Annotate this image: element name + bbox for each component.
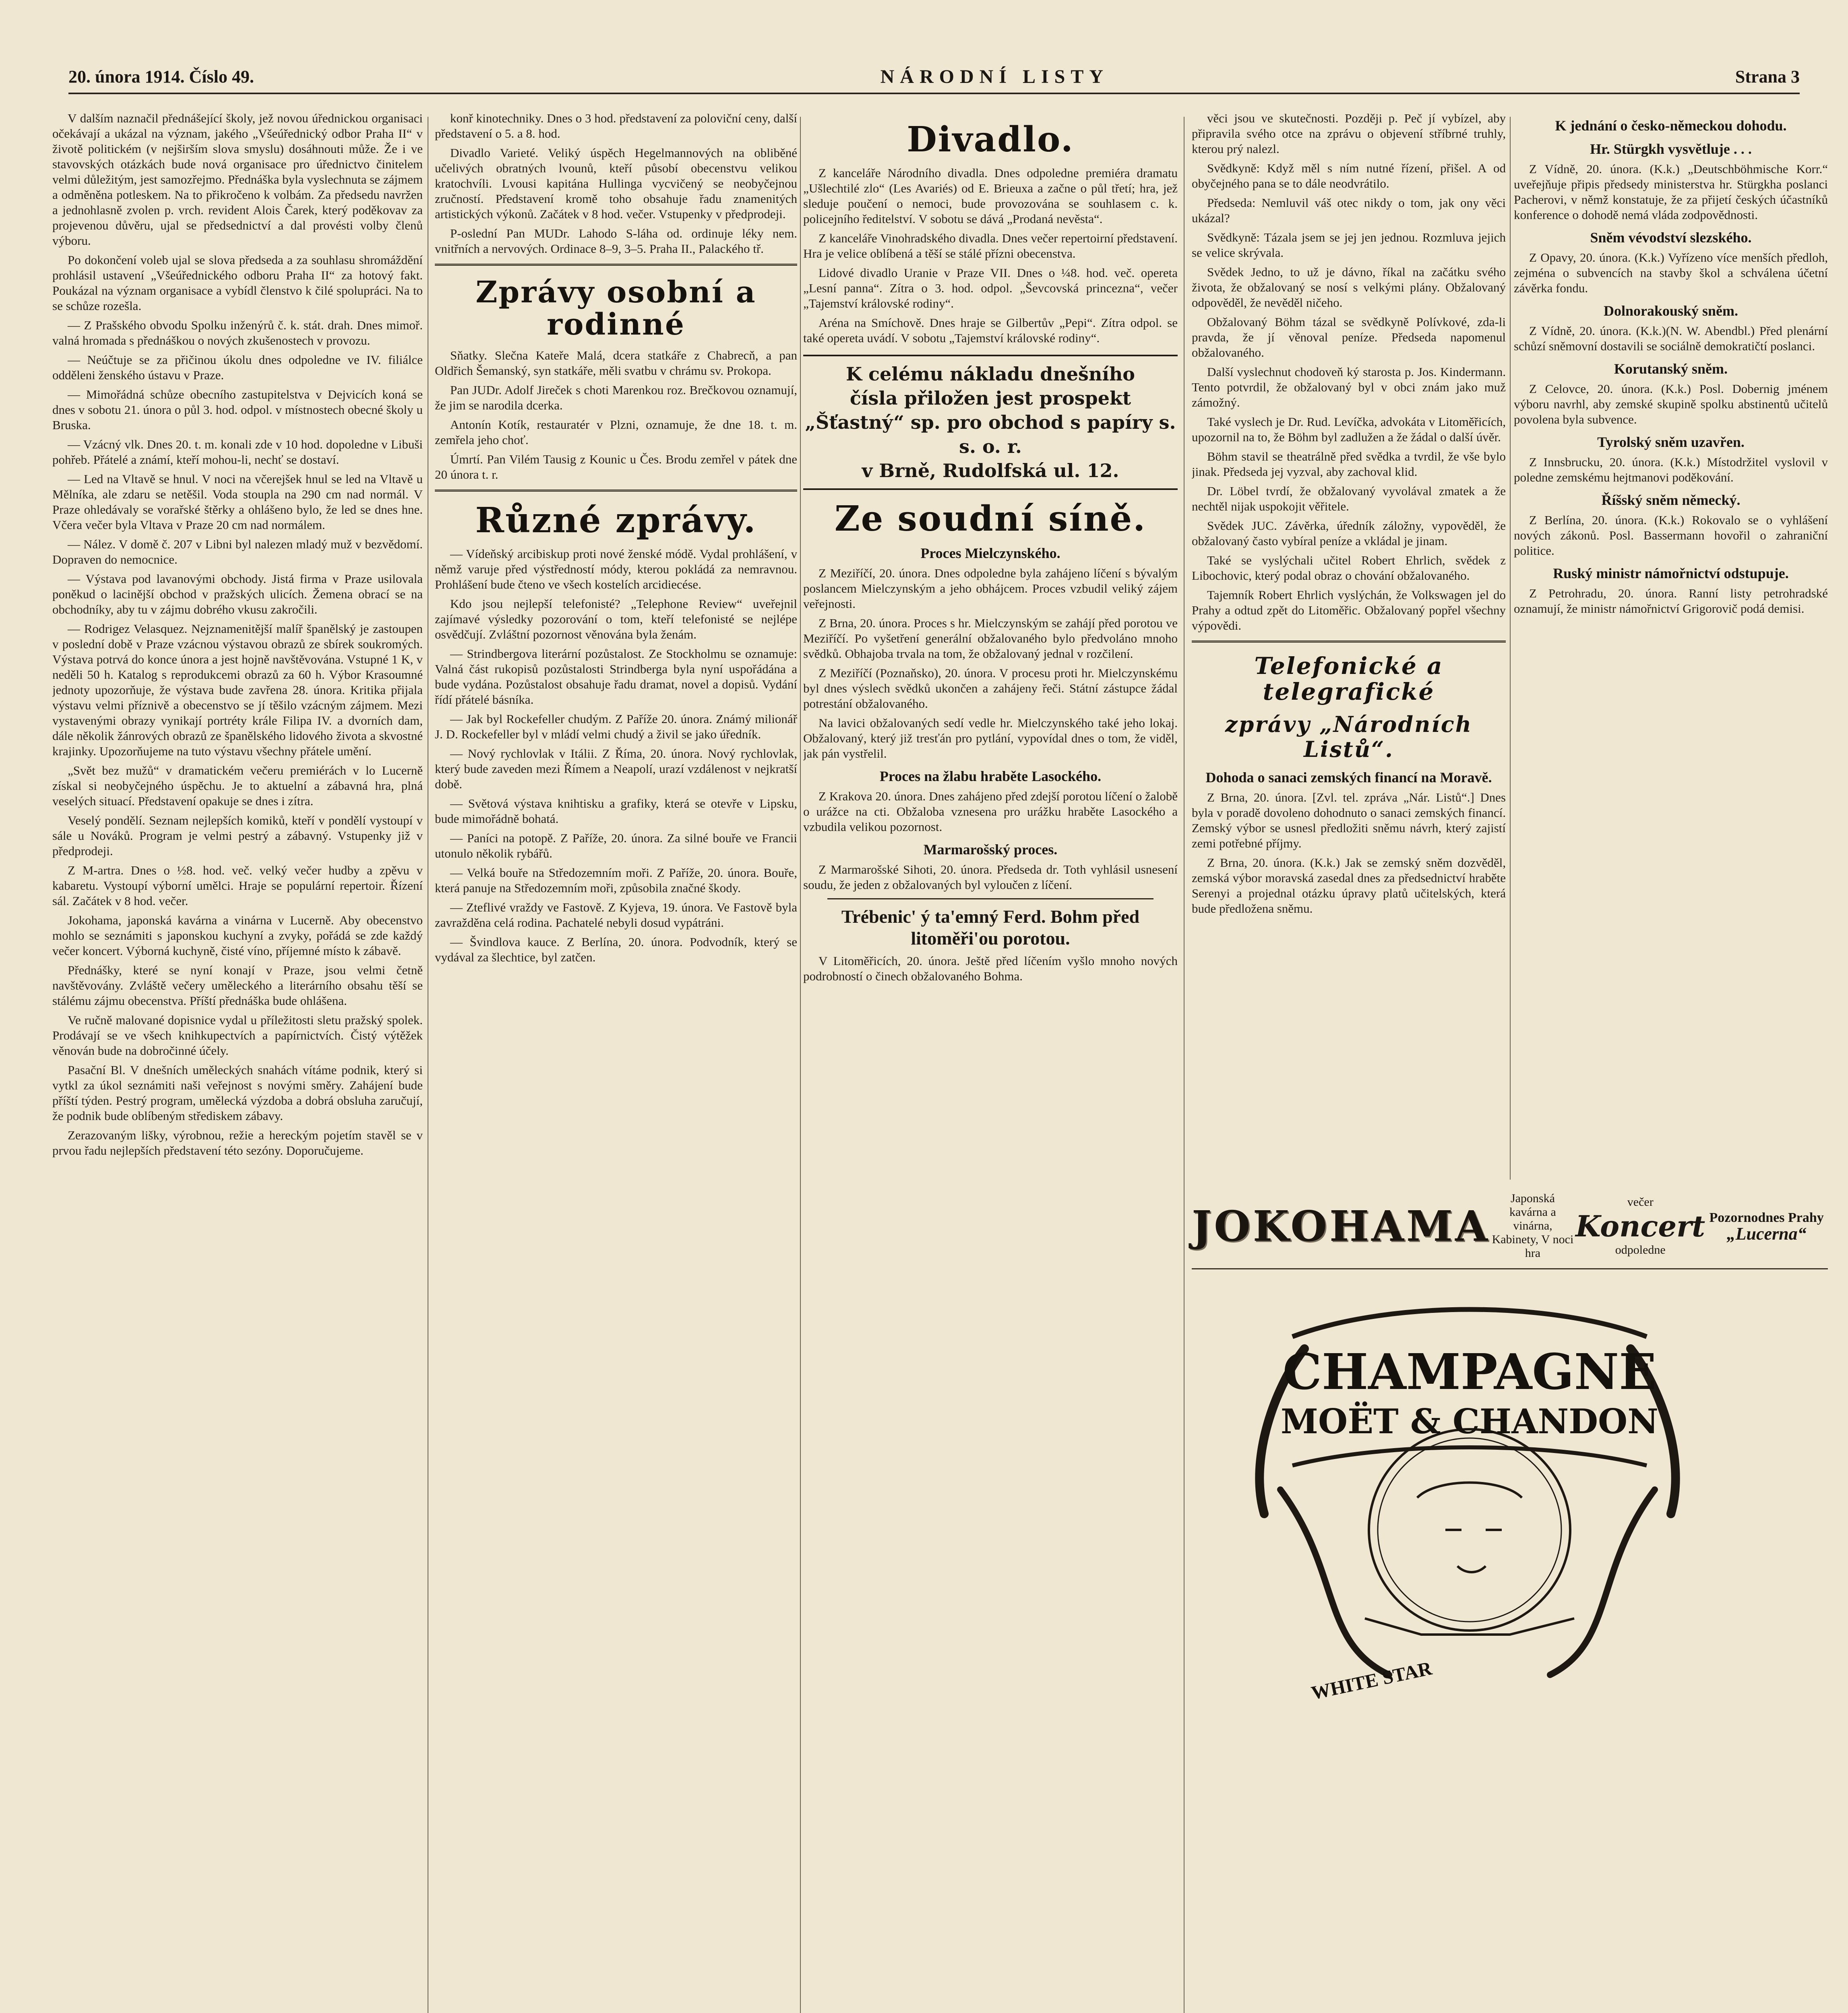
- article-paragraph: Lidové divadlo Uranie v Praze VII. Dnes o ¼8. hod. več. opereta „Lesní panna“. Zítra o 3. hod. odpol. „Ševcovská princezna“, večer „Tajemství královské rodiny“.: [803, 266, 1178, 310]
- article-paragraph: Z Brna, 20. února. Proces s hr. Mielczynským se zahájí před porotou ve Meziříčí. Po vyšetření generální obžalovaného bylo předvoláno mnoho svědků. Obhajoba trvala na tom, že obžalovaný jednal v rozčilení.: [803, 616, 1178, 661]
- section-rule: [435, 264, 797, 266]
- notice-line: v Brně, Rudolfská ul. 12.: [862, 460, 1119, 482]
- article-paragraph: Předseda: Nemluvil váš otec nikdy o tom, jak ony věci ukázal?: [1192, 196, 1506, 225]
- article-heading: Dohoda o sanaci zemských financí na Moravě.: [1205, 769, 1492, 785]
- article-paragraph: Z Meziříčí, 20. února. Dnes odpoledne byla zahájeno líčení s bývalým poslancem Mielczynským a jeho obhájcem. Proces vzbudil veliký zájem veřejnosti.: [803, 566, 1178, 611]
- column-5: [1514, 111, 1828, 1182]
- article-paragraph: Svědek Jedno, to už je dávno, říkal na začátku svého života, že obžalovaný se nosí s velkými plány. Obžalovaný odpověděl, že nevěděl ničeho.: [1192, 265, 1506, 310]
- article-paragraph: Po dokončení voleb ujal se slova předseda a za souhlasu shromáždění prohlásil ustavení „Všeúřednického odboru Praha II“ za hotový fakt. Poukázal na význam organisace a vybídl členstvo k čilé spolupráci. Na to se schůze rozešla.: [52, 253, 423, 313]
- article-paragraph: — Jak byl Rockefeller chudým. Z Paříže 20. února. Známý milionář J. D. Rockefeller byl v mládí velmi chudý a živil se jako úředník.: [435, 712, 797, 741]
- article-paragraph: Z Opavy, 20. února. (K.k.) Vyřízeno více menších předloh, zejména o subvencích na stavby škol a schválena účetní závěrka fondu.: [1514, 250, 1828, 295]
- notice-line: K celému nákladu dnešního: [846, 363, 1135, 385]
- jokohama-advertisement: [1192, 1184, 1828, 1269]
- article-paragraph: — Nový rychlovlak v Itálii. Z Říma, 20. února. Nový rychlovlak, který bude zaveden mezi Římem a Neapolí, urazí vzdálenost v nejkratší době.: [435, 746, 797, 791]
- article-heading: Sněm vévodství slezského.: [1590, 229, 1752, 246]
- article-paragraph: Antonín Kotík, restauratér v Plzni, oznamuje, že dne 18. t. m. zemřela jeho choť.: [435, 417, 797, 447]
- champagne-word: CHAMPAGNE: [1282, 1343, 1657, 1401]
- header-page-number: Strana 3: [1735, 66, 1800, 87]
- article-paragraph: Sňatky. Slečna Kateře Malá, dcera statkáře z Chabrecň, a pan Oldřich Šemanský, syn statkáře, měli svatbu v chrámu sv. Prokopa.: [435, 348, 797, 378]
- article-paragraph: — Výstava pod lavanovými obchody. Jistá firma v Praze usilovala poněkud o lacinější obchod v pražských ulicích. Žemena obrací se na obchodníky, aby tu v zájmu dobrého vkusu zakročili.: [52, 572, 423, 616]
- column-1: [52, 111, 423, 2013]
- article-paragraph: Na lavici obžalovaných sedí vedle hr. Mielczynského také jeho lokaj. Obžalovaný, který již tresťán pro pytlání, vypovídal dnes o tom, že viděl, jak pán vystřelil.: [803, 716, 1178, 761]
- article-paragraph: Aréna na Smíchově. Dnes hraje se Gilbertův „Pepi“. Zítra odpol. se také opereta uvádí. V sobotu „Tajemství královské rodiny“.: [803, 316, 1178, 345]
- jokohama-description: Japonská kavárna a vinárna, Kabinety, V noci hra: [1492, 1192, 1574, 1260]
- article-paragraph: Pasační Bl. V dnešních uměleckých snahách vítáme podnik, který si vytkl za úkol seznámiti naši veřejnost s novými směry. Zahájení bude příští týden. Pestrý program, umělecká výzdoba a dobrá obsluha zaručují, že podnik bude oblíbeným střediskem zábavy.: [52, 1063, 423, 1123]
- lucerna-block: [1705, 1210, 1828, 1242]
- article-paragraph: Z Meziříčí (Poznaňsko), 20. února. V procesu proti hr. Mielczynskému byl dnes výslech svědků ukončen a zahájeny řeči. Státní zástupce žádal potrestání obžalovaného.: [803, 666, 1178, 711]
- article-paragraph: Z kanceláře Národního divadla. Dnes odpoledne premiéra dramatu „Ušlechtilé zlo“ (Les Avariés) od E. Brieuxa a začne o půl třetí; hra, jež sleduje poučení o nemoci, bude provozována se souhlasem c. k. policejního ředitelství. V sobotu se dává „Prodaná nevěsta“.: [803, 166, 1178, 226]
- column-2: [435, 111, 797, 2013]
- lucerna-caption: Pozornodnes Prahy: [1709, 1210, 1824, 1225]
- koncert-block: [1575, 1195, 1705, 1257]
- article-paragraph: Z Brna, 20. února. (K.k.) Jak se zemský sněm dozvěděl, zemská výbor moravská zasedal dnes za předsednictví hraběte Serenyi a projednal otázku úpravy platů učitelských, která bude předložena sněmu.: [1192, 856, 1506, 916]
- column-rule: [800, 117, 801, 2013]
- column-rule: [1510, 117, 1511, 1180]
- article-paragraph: Z Vídně, 20. února. (K.k.) „Deutschböhmische Korr.“ uveřejňuje připis předsedy ministerstva hr. Stürgkha poslanci Pacherovi, v němž konstatuje, že za přijetí českých účastníků konference o dohodě nemá vláda zodpovědnosti.: [1514, 162, 1828, 222]
- article-paragraph: Z M-artra. Dnes o ½8. hod. več. velký večer hudby a zpěvu v kabaretu. Vystoupí výborní umělci. Hraje se populární repertoir. Řízení sál. Začátek v 8 hod. večer.: [52, 863, 423, 908]
- section-rule: [1192, 641, 1506, 643]
- supplement-notice: [803, 355, 1178, 490]
- article-paragraph: Obžalovaný Böhm tázal se svědkyně Polívkové, zda-li pravda, že jí věnoval peníze. Předseda napomenul obžalovaného.: [1192, 315, 1506, 360]
- advertisement-area: [1192, 1184, 1828, 2013]
- article-paragraph: Z Marmarošské Sihoti, 20. února. Předseda dr. Toth vyhlásil usnesení soudu, že jeden z obžalovaných byl vyloučen z líčení.: [803, 862, 1178, 892]
- article-paragraph: — Strindbergova literární pozůstalost. Ze Stockholmu se oznamuje: Valná část rukopisů pozůstalosti Strindberga byla nyní uspořádána a bude vydána. Pozůstalost obsahuje řadu dramat, novel a dopisů. Vydání řídí přátelé básníka.: [435, 647, 797, 707]
- article-paragraph: Veselý pondělí. Seznam nejlepších komiků, kteří v pondělí vystoupí v sále u Nováků. Program je velmi pestrý a zábavný. Vstupenky již v předprodeji.: [52, 813, 423, 858]
- article-paragraph: — Světová výstava knihtisku a grafiky, která se otevře v Lipsku, bude mimořádně bohatá.: [435, 796, 797, 826]
- article-paragraph: V dalším naznačil přednášející školy, jež novou úřednickou organisaci očekávají a ukázal na význam, jakého „Všeúřednický odbor Praha II“ v životě politickém (v nejširším slova smyslu) dosáhnouti může. Že i ve stavovských otázkách bude nová organisace pro úřednictvo činitelem velmi důležitým, jest samozřejmo. Přednáška byla vyslechnuta se zájmem a odměněna potleskem. Na to přikročeno k volbám. Za předsedu navržen a jednohlasně zvolen p. vrch. revident Alois Čarek, který poděkovav za projevenou důvěru, ujal se předsednictví a dal provésti volby členů výboru.: [52, 111, 423, 248]
- article-heading: Dolnorakouský sněm.: [1603, 303, 1738, 319]
- article-paragraph: Tajemník Robert Ehrlich vyslýchán, že Volkswagen jel do Prahy a odtud zpět do Litoměřic. Obžalovaný popřel všechny výpovědi.: [1192, 588, 1506, 632]
- article-paragraph: Pan JUDr. Adolf Jireček s choti Marenkou roz. Brečkovou oznamují, že jim se narodila dcerka.: [435, 383, 797, 412]
- article-paragraph: — Neúčtuje se za přičinou úkolu dnes odpoledne ve IV. filiálce odděleni ženského ústavu v Praze.: [52, 353, 423, 382]
- article-paragraph: Další vyslechnut chodoveň ký starosta p. Jos. Kindermann. Tento potvrdil, že obžalovaný byl v obci znám jako muž zámožný.: [1192, 365, 1506, 409]
- article-heading: Trébenic' ý ta'emný Ferd. Bohm před litoměři'ou porotou.: [841, 906, 1140, 949]
- white-star-label: WHITE STAR: [1309, 1658, 1434, 1699]
- jokohama-logo: JOKOHAMA: [1192, 1201, 1490, 1251]
- koncert-time: večer: [1627, 1195, 1654, 1209]
- article-paragraph: Ve ručně malované dopisnice vydal u příležitosti sletu pražský spolek. Prodávají se ve všech knihkupectvích a papírnictvích. Čistý výtěžek věnován bude na dobročinné účely.: [52, 1013, 423, 1058]
- article-paragraph: Svědkyně: Když měl s ním nutné řízení, přišel. A od obyčejného pana se to dále neodvrátilo.: [1192, 161, 1506, 190]
- article-paragraph: Také vyslech je Dr. Rud. Levíčka, advokáta v Litoměřicích, upozornil na to, že Böhm byl zadlužen a že žádal o další úvěr.: [1192, 415, 1506, 444]
- page-header: [68, 60, 1800, 94]
- article-paragraph: Svědkyně: Tázala jsem se jej jen jednou. Rozmluva jejich se velice skrývala.: [1192, 230, 1506, 260]
- section-title-telegraph: Telefonické a telegrafické: [1254, 652, 1443, 705]
- article-paragraph: Böhm stavil se theatrálně před svědka a tvrdil, že vše bylo jinak. Předseda jej vyzval, aby zachoval klid.: [1192, 449, 1506, 479]
- article-paragraph: „Svět bez mužů“ v dramatickém večeru premiérách v lo Lucerně získal si neobyčejného úspěchu. Je to aktuelní a zábavná hra, plná veselých situací. Představení opakuje se dnes i zítra.: [52, 763, 423, 808]
- section-title-personal: Zprávy osobní a rodinné: [475, 275, 757, 342]
- article-paragraph: Přednášky, které se nyní konají v Praze, jsou velmi četně navštěvovány. Zvláště večery uměleckého a literárního obsahu těší se stálému zájmu obecenstva. Příští přednáška bude ohlášena.: [52, 963, 423, 1008]
- koncert-time: odpoledne: [1615, 1243, 1666, 1257]
- article-paragraph: Divadlo Varieté. Veliký úspěch Hegelmannových na obliběné učelivých obratných lvounů, kteří působí obecenstvu velikou kratochvíli. Lvousi kapitána Hullinga vycvičený se neobyčejnou zručností. Představení kromě toho obsahuje řadu znamenitých artistických výkonů. Začátek v 8 hod. večer. Vstupenky v předprodeji.: [435, 146, 797, 221]
- article-paragraph: — Švindlova kauce. Z Berlína, 20. února. Podvodník, který se vydával za šlechtice, byl zatčen.: [435, 935, 797, 964]
- article-paragraph: — Rodrigez Velasquez. Nejznamenitější malíř španělský je zastoupen v poslední době v Praze vzácnou výstavou obrazů ze sbírek soukromých. Výstava potrvá do konce února a jest hojně navštěvována. Vstupné 1 K, v neděli 50 h. Katalog s reprodukcemi obrazů za 60 h. Výbor Krasoumné jednoty upozorňuje, že výstava bude zavřena 28. února. Kritika přijala výstavu velmi příznivě a obecenstvo se jí těšilo vzácným zájmem. Mezi vystavenými obrazy vynikají portréty krále Filipa IV. a dvorních dam, dále několik žánrových obrazů ze španělského lidového života a skvostné krajinky. Upozorňujeme na tuto výstavu všechny přátele umění.: [52, 622, 423, 758]
- section-title-telegraph-2: zprávy „Národních Listů“.: [1225, 711, 1472, 762]
- article-paragraph: — Velká bouře na Středozemním moři. Z Paříže, 20. února. Bouře, která panuje na Středozemním moři, způsobila značné škody.: [435, 866, 797, 895]
- article-paragraph: — Z Prašského obvodu Spolku inženýrů č. k. stát. drah. Dnes mimoř. valná hromada s přednáškou o nových zkušenostech v provozu.: [52, 318, 423, 347]
- section-title-theatre: Divadlo.: [907, 119, 1074, 160]
- article-heading: Proces Mielczynského.: [920, 545, 1060, 561]
- section-title-various: Různé zprávy.: [475, 500, 757, 541]
- article-paragraph: Také se vyslýchali učitel Robert Ehrlich, svědek z Libochovic, který podal obraz o chování obžalovaného.: [1192, 553, 1506, 583]
- article-heading: Korutanský sněm.: [1614, 361, 1728, 377]
- article-paragraph: Jokohama, japonská kavárna a vinárna v Lucerně. Aby obecenstvo mohlo se seznámiti s japonskou kuchyní a zvyky, pořádá se zde každý večer koncert. Výborná kuchyně, čisté víno, příjemné místo k zábavě.: [52, 913, 423, 958]
- article-paragraph: — Zteflivé vraždy ve Fastově. Z Kyjeva, 19. února. Ve Fastově byla zavražděna celá rodina. Pachatelé nebyli dosud vypátráni.: [435, 900, 797, 930]
- section-rule: [827, 898, 1153, 899]
- article-heading: Marmarošský proces.: [923, 841, 1058, 858]
- article-paragraph: Z Berlína, 20. února. (K.k.) Rokovalo se o vyhlášení nových zákonů. Posl. Bassermann hovořil o zahraniční politice.: [1514, 513, 1828, 558]
- article-paragraph: Z Petrohradu, 20. února. Ranní listy petrohradské oznamují, že ministr námořnictví Grigorovič podá demisi.: [1514, 586, 1828, 616]
- article-paragraph: Z Brna, 20. února. [Zvl. tel. zpráva „Nár. Listů“.] Dnes byla v poradě dovoleno dohodnuto o sanaci zemských financí. Zemský výbor se usnesl předložiti sněmu návrh, který zajistí zemi potřebné příjmy.: [1192, 790, 1506, 850]
- article-paragraph: Z Innsbrucku, 20. února. (K.k.) Místodržitel vyslovil v poledne zemskému hejtmanovi poděkování.: [1514, 455, 1828, 484]
- column-3: [803, 111, 1178, 2013]
- article-paragraph: Z Vídně, 20. února. (K.k.)(N. W. Abendbl.) Před plenární schůzí sněmovní dostavili se sociálně demokratičtí poslanci.: [1514, 324, 1828, 353]
- champagne-illustration: [1220, 1288, 1711, 1699]
- article-paragraph: — Vzácný vlk. Dnes 20. t. m. konali zde v 10 hod. dopoledne v Libuši pohřeb. Přátelé a známí, kteří mohou-li, nechť se dostaví.: [52, 437, 423, 467]
- article-paragraph: Zerazovaným lišky, výrobnou, režie a hereckým pojetím stavěl se v prvou řadu nejlepších představení této sezóny. Doporučujeme.: [52, 1128, 423, 1157]
- article-heading: Říšský sněm německý.: [1601, 492, 1741, 508]
- article-paragraph: — Mimořádná schůze obecního zastupitelstva v Dejvicích koná se dnes v sobotu 21. února o půl 3. hod. odpol. v místnostech obecné školy u Bruska.: [52, 387, 423, 432]
- notice-line: čísla přiložen jest prospekt: [850, 387, 1131, 409]
- moet-chandon-word: MOËT & CHANDON: [1281, 1401, 1658, 1441]
- article-heading: Ruský ministr námořnictví odstupuje.: [1553, 565, 1789, 581]
- koncert-title: Koncert: [1575, 1209, 1705, 1243]
- article-paragraph: — Vídeňský arcibiskup proti nové ženské módě. Vydal prohlášení, v němž varuje před výstředností módy, kterou pokládá za nemravnou. Prohlášení bude čteno ve všech kostelích arcidiecése.: [435, 547, 797, 591]
- article-paragraph: — Led na Vltavě se hnul. V noci na včerejšek hnul se led na Vltavě u Mělníka, ale zdaru se netěšil. Voda stoupla na 290 cm nad normál. V Praze ohledávaly se vorařské štěrky a ohlášeno bylo, že led se dnes hne. Včera večer byla Vltava v Praze 20 cm nad normálem.: [52, 472, 423, 532]
- article-paragraph: Kdo jsou nejlepší telefonisté? „Telephone Review“ uveřejnil zajímavé výsledky pozorování o tom, kteří telefonisté se nejlépe osvědčují. Zvláštní pozornost věnována byla ženám.: [435, 597, 797, 641]
- section-rule: [435, 490, 797, 492]
- article-paragraph: — Nález. V domě č. 207 v Libni byl nalezen mladý muž v bezvědomí. Dopraven do nemocnice.: [52, 537, 423, 566]
- article-paragraph: konř kinotechniky. Dnes o 3 hod. představení za poloviční ceny, další představení o 5. a 8. hod.: [435, 111, 797, 141]
- article-heading: Proces na žlabu hraběte Lasockého.: [879, 768, 1102, 784]
- article-paragraph: Z kanceláře Vinohradského divadla. Dnes večer repertoirní představení. Hra je velice oblíbená a těší se stálé přízni obecenstva.: [803, 231, 1178, 260]
- article-heading: Tyrolský sněm uzavřen.: [1597, 434, 1745, 450]
- section-title-court: Ze soudní síně.: [834, 498, 1147, 539]
- header-date-issue: 20. února 1914. Číslo 49.: [68, 66, 254, 87]
- article-heading: K jednání o česko-německou dohodu.: [1555, 118, 1787, 134]
- article-paragraph: Dr. Löbel tvrdí, že obžalovaný vyvolával zmatek a že nechtěl nijak uspokojit věřitele.: [1192, 484, 1506, 513]
- notice-line: „Šťastný“ sp. pro obchod s papíry s. s. o. r.: [805, 411, 1176, 457]
- article-paragraph: Svědek JUC. Závěrka, úředník záložny, vypověděl, že obžalovaný často vybíral peníze a vkládal je jinam.: [1192, 519, 1506, 548]
- lucerna-name: „Lucerna“: [1726, 1224, 1807, 1244]
- article-paragraph: — Paníci na potopě. Z Paříže, 20. února. Za silné bouře ve Francii utonulo několik rybářů.: [435, 831, 797, 860]
- article-paragraph: Z Celovce, 20. února. (K.k.) Posl. Dobernig jménem výboru navrhl, aby zemské skupině spolku abstinentů učitelů povolena byla subvence.: [1514, 382, 1828, 426]
- article-paragraph: V Litoměřicích, 20. února. Ještě před líčením vyšlo mnoho nových podrobností o činech obžalovaného Bohma.: [803, 954, 1178, 983]
- article-paragraph: P-oslední Pan MUDr. Lahodo S-láha od. ordinuje léky nem. vnitřních a nervových. Ordinace 8–9, 3–5. Praha II., Palackého tř.: [435, 226, 797, 256]
- article-subheading: Hr. Stürgkh vysvětluje . . .: [1590, 141, 1752, 157]
- column-4: [1192, 111, 1506, 1174]
- article-paragraph: věci jsou ve skutečnosti. Později p. Peč jí vybízel, aby připravila svého otce na zprávu o objevení stříbrné truhly, kterou prý nalezl.: [1192, 111, 1506, 156]
- champagne-advertisement: [1220, 1288, 1711, 1699]
- article-paragraph: Úmrtí. Pan Vilém Tausig z Kounic u Čes. Brodu zemřel v pátek dne 20 února t. r.: [435, 452, 797, 482]
- article-paragraph: Z Krakova 20. února. Dnes zahájeno před zdejší porotou líčení o žalobě o urážce na cti. Obžaloba vznesena pro urážku hraběte Lasockého a vzbudila velikou pozornost.: [803, 789, 1178, 834]
- header-title: NÁRODNÍ LISTY: [880, 66, 1109, 87]
